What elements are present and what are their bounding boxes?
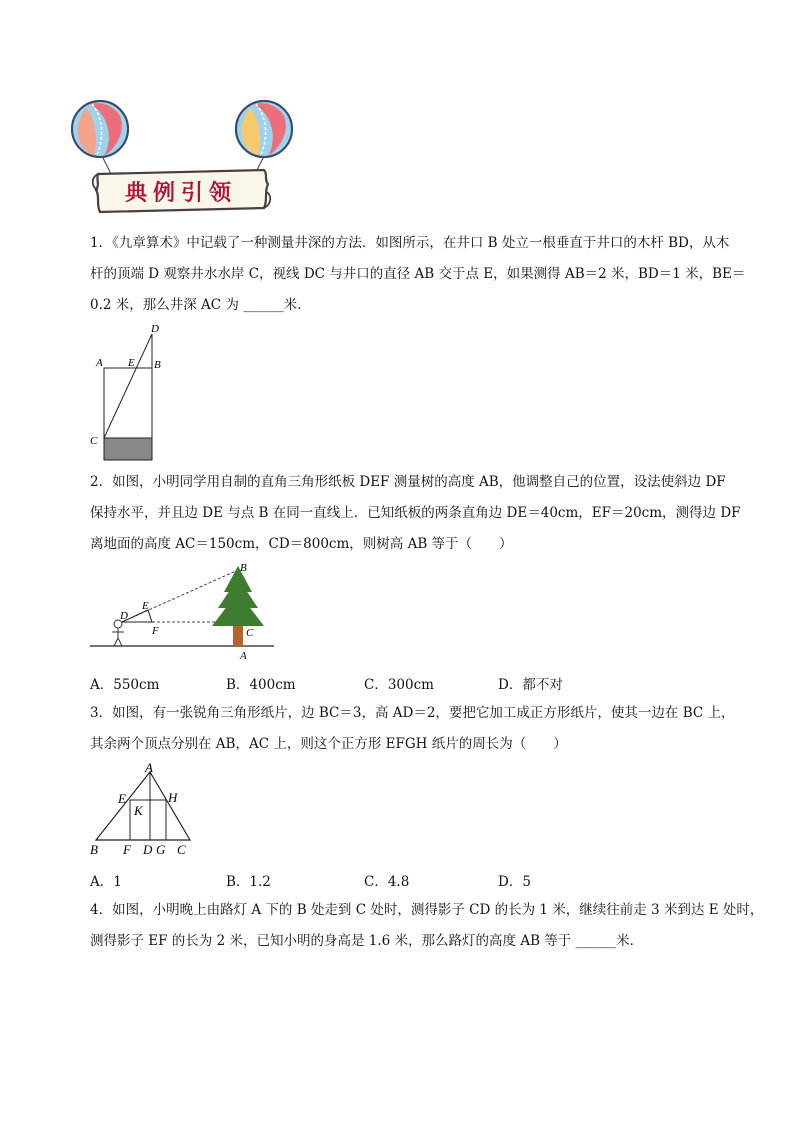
figure-label: B: [240, 562, 247, 574]
question-text-line: 保持水平，并且边 DE 与点 B 在同一直线上．已知纸板的两条直角边 DE＝40cm，EF＝20cm，测得边 DF: [90, 505, 741, 521]
option-d[interactable]: D．5: [498, 874, 531, 890]
option-c[interactable]: C．300cm: [364, 677, 434, 693]
figure-label: A: [240, 650, 247, 662]
option-a[interactable]: A．550cm: [90, 677, 160, 693]
triangle-square-figure: [86, 760, 196, 860]
option-b[interactable]: B．400cm: [226, 677, 296, 693]
figure-label: F: [152, 625, 159, 637]
figure-label: H: [168, 790, 178, 805]
figure-label: C: [177, 842, 186, 857]
figure-label: D: [151, 323, 159, 335]
question-text-line: 测得影子 EF 的长为 2 米，已知小明的身高是 1.6 米，那么路灯的高度 AB 等于 ______米．: [90, 933, 644, 949]
figure-label: G: [156, 842, 166, 857]
person-icon: [112, 620, 124, 646]
question-text-line: 0.2 米，那么井深 AC 为 ______米．: [90, 297, 311, 313]
question-text-line: 离地面的高度 AC＝150cm，CD＝800cm，则树高 AB 等于（ ）: [90, 536, 513, 552]
option-d[interactable]: D．都不对: [498, 677, 563, 693]
figure-label: B: [154, 359, 161, 371]
option-c[interactable]: C．4.8: [364, 874, 410, 890]
right-balloon-icon: [236, 101, 292, 176]
figure-label: B: [90, 842, 98, 857]
question-text-line: 2．如图，小明同学用自制的直角三角形纸板 DEF 测量树的高度 AB，他调整自己的位置，设法使斜边 DF: [90, 474, 726, 490]
banner-title: 典例引领: [124, 180, 238, 206]
question-text-line: 杆的顶端 D 观察井水水岸 C，视线 DC 与井口的直径 AB 交于点 E，如果测得 AB＝2 米，BD＝1 米，BE＝: [90, 266, 746, 282]
tree-figure: [88, 560, 278, 664]
figure-label: A: [145, 760, 153, 775]
question-text-line: 其余两个顶点分别在 AB，AC 上，则这个正方形 EFGH 纸片的周长为（ ）: [90, 736, 567, 752]
figure-label: E: [142, 600, 149, 612]
question-text-line: 3．如图，有一张锐角三角形纸片，边 BC＝3，高 AD＝2，要把它加工成正方形纸片，使其一边在 BC 上，: [90, 705, 735, 721]
figure-label: K: [134, 803, 143, 818]
header-banner: [68, 96, 298, 220]
question-text-line: 4．如图，小明晚上由路灯 A 下的 B 处走到 C 处时，测得影子 CD 的长为 1 米，继续往前走 3 米到达 E 处时，: [90, 902, 764, 918]
figure-label: D: [143, 842, 153, 857]
figure-label: E: [128, 357, 135, 369]
left-balloon-icon: [72, 101, 128, 176]
option-b[interactable]: B．1.2: [226, 874, 271, 890]
option-a[interactable]: A．1: [90, 874, 122, 890]
figure-label: C: [90, 435, 98, 447]
figure-label: A: [96, 357, 103, 369]
figure-label: C: [246, 627, 254, 639]
figure-label: D: [120, 610, 128, 622]
well-figure: [86, 320, 166, 464]
figure-label: E: [118, 791, 126, 806]
figure-label: F: [123, 842, 131, 857]
question-text-line: 1．《九章算术》中记载了一种测量井深的方法．如图所示，在井口 B 处立一根垂直于井口的木杆 BD，从木: [90, 235, 730, 251]
